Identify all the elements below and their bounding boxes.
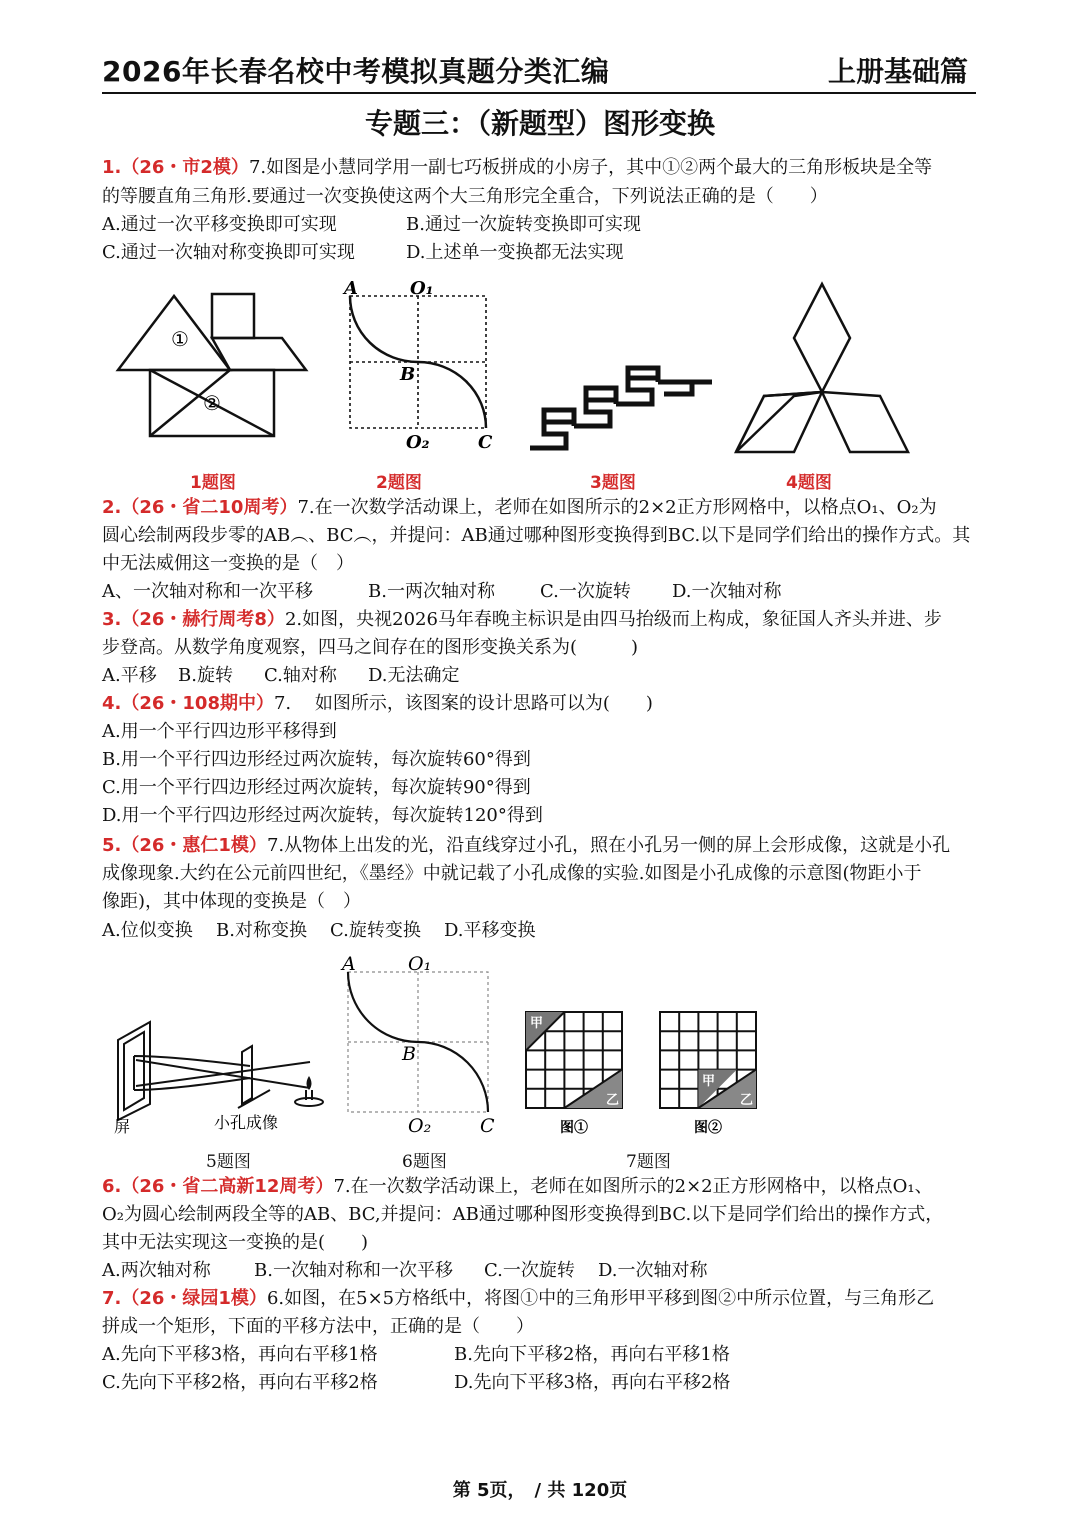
- q6-option-b: B.一次轴对称和一次平移: [254, 1260, 453, 1281]
- q2-line-2: 圆心绘制两段步零的AB︵、BC︵，并提问：AB通过哪种图形变换得到BC.以下是同学们给出的操作方式。其: [102, 525, 971, 546]
- q3-line-1: 3.（26・赫行周考8）2.如图，央视2026马年春晚主标识是由四马抬级而上构成，象征国人齐头并进、步: [102, 609, 942, 630]
- caption-fig-4: 4题图: [786, 473, 832, 493]
- q2-option-b: B.一两次轴对称: [368, 581, 495, 602]
- arc2-label-b: B: [402, 1043, 416, 1065]
- q5-option-a: A.位似变换: [102, 920, 193, 941]
- q7-option-a: A.先向下平移3格，再向右平移1格: [102, 1344, 378, 1365]
- q4-tag: 4.（26・108期中）: [102, 693, 274, 714]
- q6-line-2: O₂为圆心绘制两段全等的AB、BC,并提问：AB通过哪种图形变换得到BC.以下是同学们给出的操作方式，: [102, 1204, 944, 1225]
- q5-line-3: 像距)，其中体现的变换是（ ）: [102, 891, 362, 912]
- q3-option-a: A.平移: [102, 665, 157, 686]
- figure-3-horses: [524, 360, 716, 454]
- q5-option-c: C.旋转变换: [330, 920, 421, 941]
- q7-tag: 7.（26・绿园1模）: [102, 1288, 267, 1309]
- q1-option-c: C.通过一次轴对称变换即可实现: [102, 242, 355, 263]
- grid-caption-1: 图①: [560, 1120, 588, 1136]
- caption-fig-3: 3题图: [590, 473, 636, 493]
- figure-6-arcs: [338, 952, 508, 1138]
- q1-option-a: A.通过一次平移变换即可实现: [102, 214, 337, 235]
- grid-label-jia: 甲: [530, 1016, 544, 1031]
- arc-label-o2: O₂: [406, 432, 430, 452]
- pinhole-label-screen: 屏: [114, 1117, 131, 1136]
- figure-4-pattern: [732, 280, 912, 456]
- q3-option-c: C.轴对称: [264, 665, 337, 686]
- caption-fig-7: 7题图: [626, 1152, 671, 1172]
- q3-option-d: D.无法确定: [368, 665, 460, 686]
- doc-section: 上册基础篇: [827, 55, 968, 88]
- q6-line-3: 其中无法实现这一变换的是( ): [102, 1232, 369, 1253]
- figure-7-grid-2: [656, 1008, 762, 1136]
- q1-option-b: B.通过一次旋转变换即可实现: [406, 214, 641, 235]
- caption-fig-1: 1题图: [190, 473, 236, 493]
- q2-line-1: 2.（26・省二10周考）7.在一次数学活动课上，老师在如图所示的2×2正方形网格中，以格点O₁、O₂为: [102, 497, 937, 518]
- grid2-label-jia: 甲: [702, 1074, 716, 1089]
- header-rule: [102, 92, 976, 94]
- figure-7-grid-1: [522, 1008, 628, 1136]
- arc-label-a: A: [344, 280, 358, 299]
- q6-line-1: 6.（26・省二高新12周考）7.在一次数学活动课上，老师在如图所示的2×2正方形网格中，以格点O₁、: [102, 1176, 933, 1197]
- q4-option-c: C.用一个平行四边形经过两次旋转，每次旋转90°得到: [102, 777, 531, 798]
- q1-line-1: 1.（26・市2模）7.如图是小慧同学用一副七巧板拼成的小房子，其中①②两个最大的三角形板块是全等: [102, 157, 933, 178]
- q3-option-b: B.旋转: [178, 665, 233, 686]
- q7-line-2: 拼成一个矩形，下面的平移方法中，正确的是（ ）: [102, 1316, 534, 1337]
- arc-label-b: B: [400, 364, 416, 385]
- doc-title: 2026年长春名校中考模拟真题分类汇编: [102, 55, 610, 88]
- q4-line-1: 4.（26・108期中）7. 如图所示，该图案的设计思路可以为( ): [102, 693, 653, 714]
- q4-option-a: A.用一个平行四边形平移得到: [102, 721, 337, 742]
- arc-label-o1: O₁: [410, 280, 434, 299]
- q2-line-3: 中无法威佣这一变换的是（ ）: [102, 553, 354, 574]
- grid-label-yi: 乙: [606, 1093, 620, 1108]
- q1-line-2: 的等腰直角三角形.要通过一次变换使这两个大三角形完全重合，下列说法正确的是（ ）: [102, 186, 828, 207]
- q3-line-2: 步登高。从数学角度观察，四马之间存在的图形变换关系为( ): [102, 637, 639, 658]
- arc2-label-o2: O₂: [408, 1115, 432, 1137]
- pinhole-label-title: 小孔成像: [214, 1113, 279, 1132]
- q4-option-b: B.用一个平行四边形经过两次旋转，每次旋转60°得到: [102, 749, 531, 770]
- arc2-label-c: C: [480, 1115, 495, 1137]
- q2-option-c: C.一次旋转: [540, 581, 631, 602]
- q1-tag: 1.（26・市2模）: [102, 157, 249, 178]
- q2-tag: 2.（26・省二10周考）: [102, 497, 298, 518]
- q6-option-c: C.一次旋转: [484, 1260, 575, 1281]
- topic-title: 专题三：（新题型）图形变换: [364, 107, 715, 140]
- q7-line-1: 7.（26・绿园1模）6.如图，在5×5方格纸中，将图①中的三角形甲平移到图②中所示位置，与三角形乙: [102, 1288, 935, 1309]
- q7-option-d: D.先向下平移3格，再向右平移2格: [454, 1372, 731, 1393]
- q6-tag: 6.（26・省二高新12周考）: [102, 1176, 334, 1197]
- grid-caption-2: 图②: [694, 1120, 722, 1136]
- arc2-label-o1: O₁: [408, 953, 432, 975]
- caption-fig-2: 2题图: [376, 473, 422, 493]
- figure-5-pinhole: [110, 1016, 330, 1140]
- q5-tag: 5.（26・惠仁1模）: [102, 835, 267, 856]
- caption-fig-5: 5题图: [206, 1152, 251, 1172]
- q2-option-a: A、一次轴对称和一次平移: [102, 581, 313, 602]
- q5-line-2: 成像现象.大约在公元前四世纪，《墨经》中就记载了小孔成像的实验.如图是小孔成像的示意图(物距小于: [102, 863, 922, 884]
- q5-line-1: 5.（26・惠仁1模）7.从物体上出发的光，沿直线穿过小孔，照在小孔另一侧的屏上会形成像，这就是小孔: [102, 835, 951, 856]
- q1-option-d: D.上述单一变换都无法实现: [406, 242, 624, 263]
- grid2-label-yi: 乙: [740, 1093, 754, 1108]
- q6-option-d: D.一次轴对称: [598, 1260, 708, 1281]
- page-footer: 第 5页， / 共 120页: [452, 1480, 628, 1501]
- figure-2-arcs: [340, 280, 500, 452]
- figure-1-house: [112, 288, 312, 448]
- house-label-2: ②: [203, 391, 221, 415]
- q3-tag: 3.（26・赫行周考8）: [102, 609, 285, 630]
- q7-option-b: B.先向下平移2格，再向右平移1格: [454, 1344, 730, 1365]
- q4-option-d: D.用一个平行四边形经过两次旋转，每次旋转120°得到: [102, 805, 543, 826]
- q6-option-a: A.两次轴对称: [102, 1260, 211, 1281]
- q5-option-b: B.对称变换: [216, 920, 307, 941]
- arc-label-c: C: [478, 432, 493, 452]
- q5-option-d: D.平移变换: [444, 920, 536, 941]
- arc2-label-a: A: [342, 953, 356, 975]
- caption-fig-6: 6题图: [402, 1152, 447, 1172]
- q7-option-c: C.先向下平移2格，再向右平移2格: [102, 1372, 378, 1393]
- q2-option-d: D.一次轴对称: [672, 581, 782, 602]
- house-label-1: ①: [171, 327, 189, 351]
